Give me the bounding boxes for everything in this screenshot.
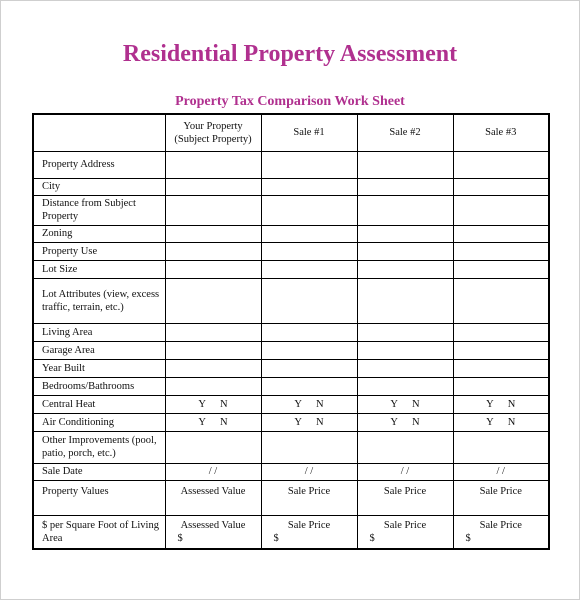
sale-1-cell[interactable]	[261, 260, 357, 278]
row-label: City	[33, 178, 165, 195]
row-price-per-square-foot	[33, 515, 549, 549]
sale-2-cell[interactable]	[357, 242, 453, 260]
no-option[interactable]: N	[507, 416, 516, 428]
sale-3-cell[interactable]	[453, 195, 549, 225]
yes-option[interactable]: Y	[294, 398, 302, 410]
row-living-area	[33, 323, 549, 341]
subject-cell[interactable]	[165, 178, 261, 195]
row-sale-date	[33, 463, 549, 480]
sale-3-cell[interactable]	[453, 377, 549, 395]
row-other-improvements	[33, 431, 549, 463]
sale-1-yes-no[interactable]	[261, 395, 357, 413]
row-city	[33, 178, 549, 195]
dollar-sign: $	[465, 532, 471, 544]
sale-3-cell[interactable]	[453, 260, 549, 278]
sale-1-cell[interactable]	[261, 225, 357, 242]
row-label: Distance from Subject Property	[33, 195, 165, 225]
subject-cell[interactable]	[165, 377, 261, 395]
yes-option[interactable]: Y	[390, 416, 398, 428]
sale-2-cell[interactable]	[357, 178, 453, 195]
row-distance	[33, 195, 549, 225]
row-bedrooms-bathrooms	[33, 377, 549, 395]
sale-3-cell[interactable]	[453, 225, 549, 242]
header-sale-2: Sale #2	[357, 114, 453, 151]
row-air-conditioning	[33, 413, 549, 431]
comparison-table	[32, 113, 550, 550]
row-garage-area	[33, 341, 549, 359]
sale-3-cell[interactable]	[453, 341, 549, 359]
sale-2-price[interactable]: Sale Price	[357, 480, 453, 515]
sale-3-yes-no[interactable]	[453, 413, 549, 431]
row-central-heat	[33, 395, 549, 413]
sale-1-cell[interactable]	[261, 323, 357, 341]
yes-option[interactable]: Y	[390, 398, 398, 410]
sale-3-price[interactable]	[453, 515, 549, 549]
subject-cell[interactable]	[165, 195, 261, 225]
row-year-built	[33, 359, 549, 377]
subject-cell[interactable]	[165, 260, 261, 278]
page-subtitle: Property Tax Comparison Work Sheet	[175, 94, 405, 109]
sale-2-yes-no[interactable]	[357, 413, 453, 431]
sale-1-cell[interactable]	[261, 431, 357, 463]
row-property-use	[33, 242, 549, 260]
row-label: Air Conditioning	[33, 413, 165, 431]
sale-1-cell[interactable]	[261, 278, 357, 323]
subject-cell[interactable]	[165, 323, 261, 341]
yes-option[interactable]: Y	[198, 416, 206, 428]
row-lot-size	[33, 260, 549, 278]
subject-cell[interactable]	[165, 341, 261, 359]
row-label: Sale Date	[33, 463, 165, 480]
sale-3-cell[interactable]	[453, 151, 549, 178]
sale-1-yes-no[interactable]	[261, 413, 357, 431]
sale-1-cell[interactable]	[261, 341, 357, 359]
sale-1-cell[interactable]	[261, 242, 357, 260]
subject-date[interactable]: / /	[165, 463, 261, 480]
no-option[interactable]: N	[507, 398, 516, 410]
sale-1-cell[interactable]	[261, 377, 357, 395]
sale-3-date[interactable]: / /	[453, 463, 549, 480]
sale-1-cell[interactable]	[261, 151, 357, 178]
row-label: Central Heat	[33, 395, 165, 413]
sale-3-cell[interactable]	[453, 178, 549, 195]
header-sale-1: Sale #1	[261, 114, 357, 151]
subject-yes-no[interactable]	[165, 413, 261, 431]
sale-2-cell[interactable]	[357, 225, 453, 242]
sale-1-cell[interactable]	[261, 178, 357, 195]
subject-cell[interactable]	[165, 278, 261, 323]
no-option[interactable]: N	[220, 416, 228, 428]
yes-option[interactable]: Y	[294, 416, 302, 428]
yes-option[interactable]: Y	[198, 398, 206, 410]
dollar-sign: $	[273, 532, 279, 544]
cell-caption: Assessed Value	[180, 519, 246, 531]
sale-3-yes-no[interactable]	[453, 395, 549, 413]
row-label: Property Values	[33, 480, 165, 515]
sale-3-cell[interactable]	[453, 431, 549, 463]
no-option[interactable]: N	[412, 398, 420, 410]
header-row	[33, 114, 549, 151]
subject-cell[interactable]	[165, 431, 261, 463]
subject-cell[interactable]	[165, 225, 261, 242]
row-label: Year Built	[33, 359, 165, 377]
sale-1-cell[interactable]	[261, 359, 357, 377]
row-label: Bedrooms/Bathrooms	[33, 377, 165, 395]
row-property-address	[33, 151, 549, 178]
sale-2-cell[interactable]	[357, 151, 453, 178]
no-option[interactable]: N	[316, 416, 324, 428]
sale-2-price[interactable]	[357, 515, 453, 549]
sale-2-date[interactable]: / /	[357, 463, 453, 480]
cell-caption: Sale Price	[287, 519, 331, 531]
sale-3-cell[interactable]	[453, 359, 549, 377]
sale-2-cell[interactable]	[357, 341, 453, 359]
no-option[interactable]: N	[316, 398, 324, 410]
subject-cell[interactable]	[165, 151, 261, 178]
header-blank	[33, 114, 165, 151]
subject-cell[interactable]	[165, 359, 261, 377]
row-label: Zoning	[33, 225, 165, 242]
cell-caption: Sale Price	[479, 519, 522, 531]
yes-option[interactable]: Y	[486, 416, 494, 428]
sale-2-cell[interactable]	[357, 260, 453, 278]
row-label: Property Address	[33, 151, 165, 178]
row-lot-attributes	[33, 278, 549, 323]
sale-1-date[interactable]: / /	[261, 463, 357, 480]
sale-2-cell[interactable]	[357, 359, 453, 377]
yes-option[interactable]: Y	[486, 398, 494, 410]
sale-2-cell[interactable]	[357, 195, 453, 225]
row-label: Garage Area	[33, 341, 165, 359]
sale-3-cell[interactable]	[453, 323, 549, 341]
sale-2-cell[interactable]	[357, 323, 453, 341]
sale-2-cell[interactable]	[357, 431, 453, 463]
sale-1-cell[interactable]	[261, 195, 357, 225]
row-label: Other Improvements (pool, patio, porch, etc.)	[33, 431, 165, 463]
sale-2-yes-no[interactable]	[357, 395, 453, 413]
row-property-values	[33, 480, 549, 515]
header-subject-property: Your Property (Subject Property)	[165, 114, 261, 151]
cell-caption: Sale Price	[383, 519, 427, 531]
row-label: Lot Attributes (view, excess traffic, terrain, etc.)	[33, 278, 165, 323]
sale-2-cell[interactable]	[357, 377, 453, 395]
sale-2-cell[interactable]	[357, 278, 453, 323]
dollar-sign: $	[369, 532, 375, 544]
subject-yes-no[interactable]	[165, 395, 261, 413]
sale-3-price[interactable]: Sale Price	[453, 480, 549, 515]
subject-assessed-value[interactable]	[165, 515, 261, 549]
page-title: Residential Property Assessment	[122, 41, 458, 67]
sale-3-cell[interactable]	[453, 242, 549, 260]
sale-1-price[interactable]: Sale Price	[261, 480, 357, 515]
no-option[interactable]: N	[412, 416, 420, 428]
row-label: Lot Size	[33, 260, 165, 278]
subject-cell[interactable]	[165, 242, 261, 260]
sale-3-cell[interactable]	[453, 278, 549, 323]
row-label: Property Use	[33, 242, 165, 260]
header-sale-3: Sale #3	[453, 114, 549, 151]
sale-1-price[interactable]	[261, 515, 357, 549]
dollar-sign: $	[177, 532, 183, 544]
subject-assessed-value[interactable]: Assessed Value	[165, 480, 261, 515]
row-label: $ per Square Foot of Living Area	[33, 515, 165, 549]
row-zoning	[33, 225, 549, 242]
no-option[interactable]: N	[220, 398, 228, 410]
row-label: Living Area	[33, 323, 165, 341]
